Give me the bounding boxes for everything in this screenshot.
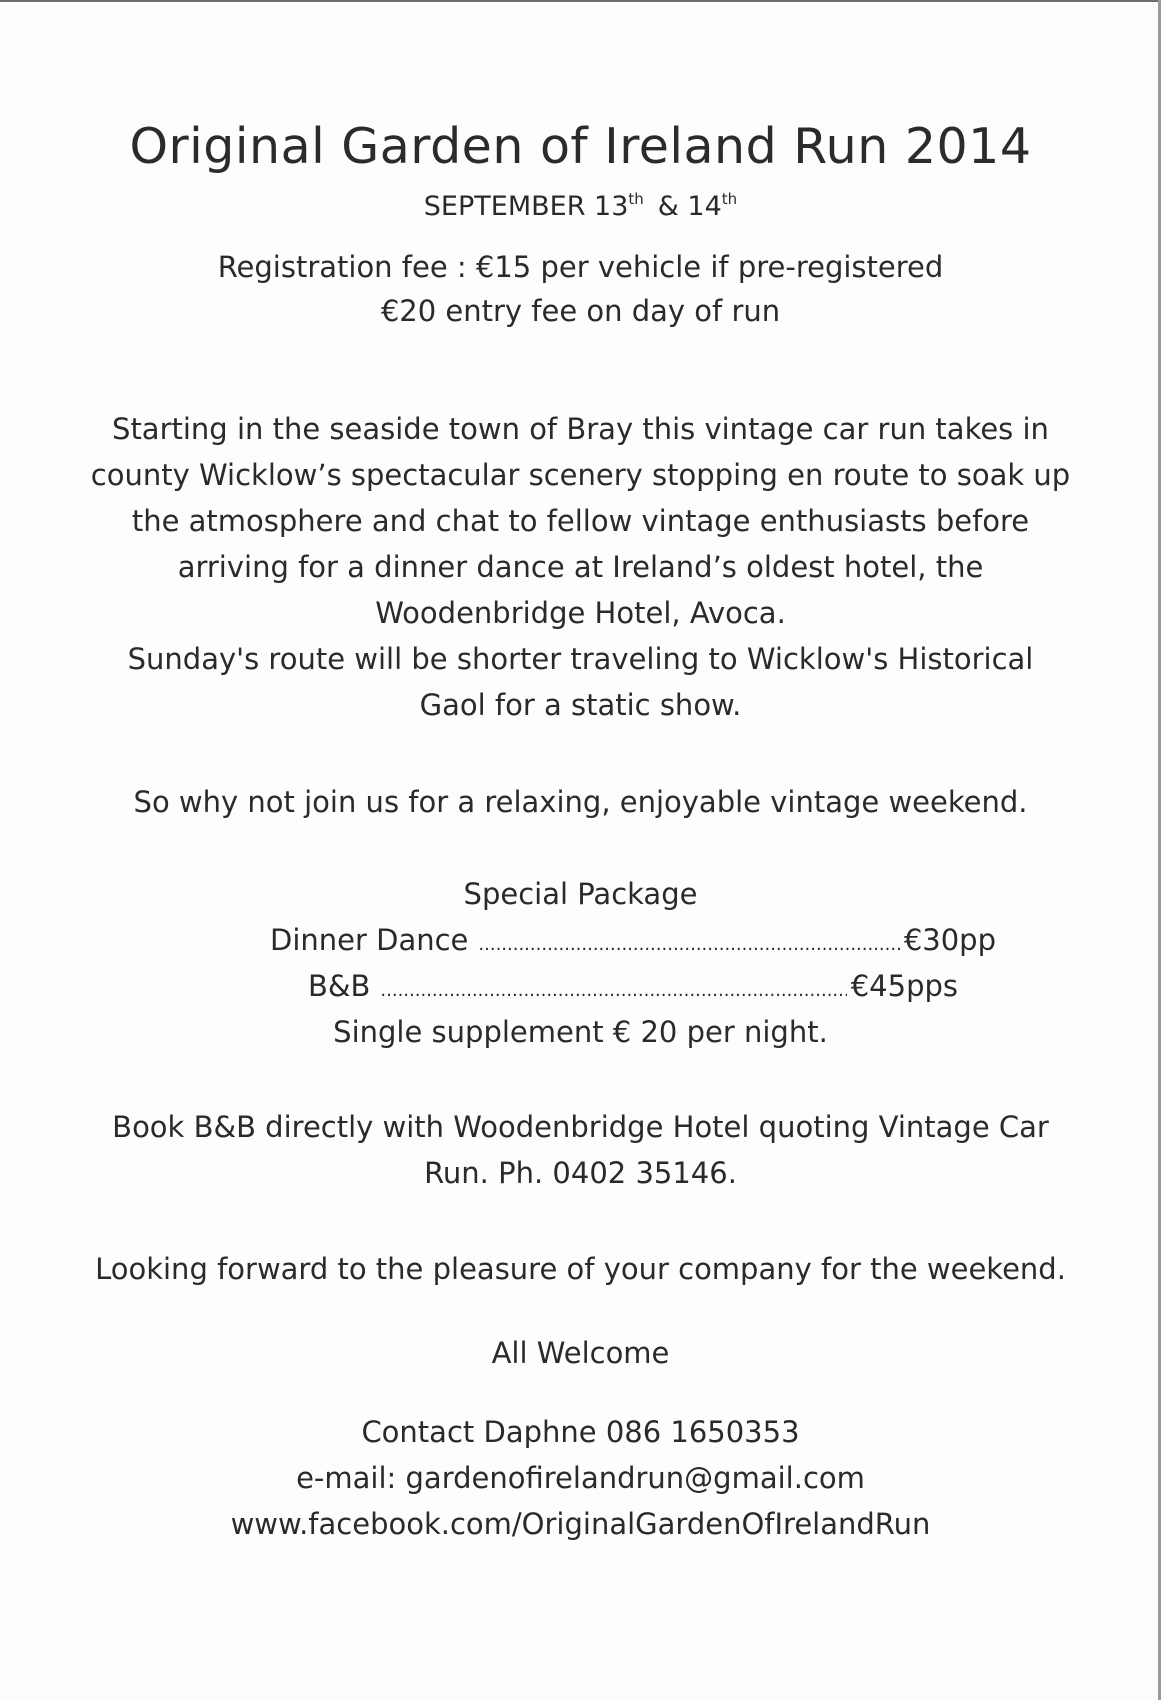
description-line: Sunday's route will be shorter traveling to Wicklow's Historical	[127, 642, 1034, 676]
bnb-label: B&B	[308, 969, 371, 1003]
booking-phone: Run. Ph. 0402 35146.	[424, 1156, 737, 1190]
dotted-leader	[380, 963, 846, 1014]
description-line: Gaol for a static show.	[419, 688, 742, 722]
booking-line: Book B&B directly with Woodenbridge Hotel quoting Vintage Car	[112, 1110, 1049, 1144]
contact-facebook: www.facebook.com/OriginalGardenOfIrelandRun	[230, 1507, 931, 1541]
bnb-price: €45pps	[850, 969, 958, 1003]
description-line: arriving for a dinner dance at Ireland’s oldest hotel, the	[177, 550, 984, 584]
event-title: Original Garden of Ireland Run 2014	[129, 118, 1032, 175]
scan-top-edge	[0, 0, 1161, 2]
dinner-dance-price: €30pp	[903, 923, 996, 957]
event-dates	[0, 190, 1161, 222]
date-first: SEPTEMBER 13	[423, 191, 629, 222]
date-second-suffix: th	[721, 190, 738, 208]
dinner-dance-label: Dinner Dance	[270, 923, 469, 957]
date-first-suffix: th	[628, 190, 644, 208]
single-supplement: Single supplement € 20 per night.	[333, 1015, 828, 1049]
package-heading: Special Package	[463, 877, 698, 911]
package-row-bnb	[308, 963, 958, 1014]
description-line: the atmosphere and chat to fellow vintage enthusiasts before	[131, 504, 1030, 538]
description-line: Woodenbridge Hotel, Avoca.	[375, 596, 786, 630]
dotted-leader	[478, 917, 899, 968]
closing-text: Looking forward to the pleasure of your company for the weekend.	[95, 1252, 1066, 1286]
contact-email: e-mail: gardenofirelandrun@gmail.com	[296, 1461, 865, 1495]
date-second: & 14	[657, 191, 722, 222]
package-row-dinner	[270, 917, 996, 968]
contact-phone: Contact Daphne 086 1650353	[361, 1415, 800, 1449]
description-line: Starting in the seaside town of Bray this vintage car run takes in	[112, 412, 1049, 446]
registration-fee: Registration fee : €15 per vehicle if pre-registered	[217, 250, 944, 284]
all-welcome: All Welcome	[491, 1336, 670, 1370]
description-line: county Wicklow’s spectacular scenery stopping en route to soak up	[90, 458, 1071, 492]
invitation-text: So why not join us for a relaxing, enjoyable vintage weekend.	[133, 785, 1028, 819]
entry-fee: €20 entry fee on day of run	[380, 294, 781, 328]
